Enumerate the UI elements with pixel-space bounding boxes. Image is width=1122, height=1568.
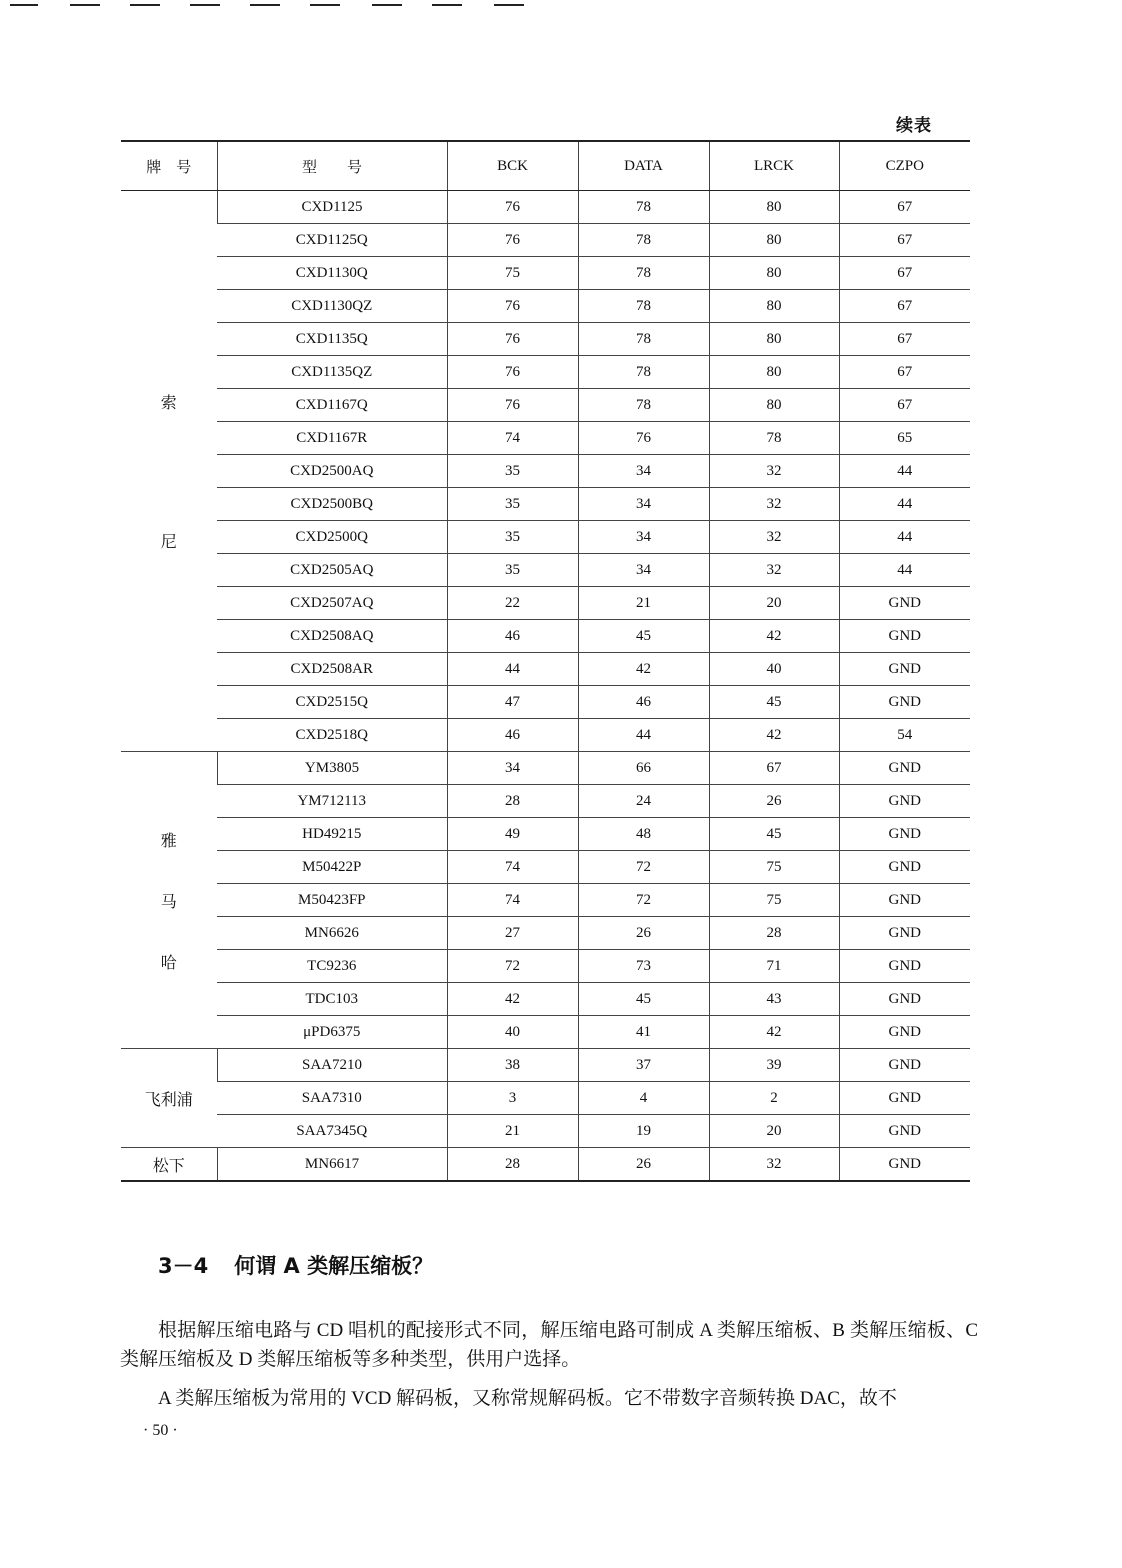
bck-cell: 76 (447, 389, 578, 422)
table-row (121, 1082, 970, 1115)
data-cell: 48 (578, 818, 709, 851)
model-cell: μPD6375 (217, 1016, 447, 1049)
bck-cell: 35 (447, 521, 578, 554)
czpo-cell: GND (839, 818, 970, 851)
lrck-cell: 32 (709, 554, 839, 587)
lrck-cell: 32 (709, 455, 839, 488)
table-row (121, 983, 970, 1016)
bck-cell: 46 (447, 620, 578, 653)
czpo-cell: 65 (839, 422, 970, 455)
data-cell: 41 (578, 1016, 709, 1049)
czpo-cell: GND (839, 1115, 970, 1148)
model-cell: MN6626 (217, 917, 447, 950)
model-cell: YM3805 (217, 752, 447, 785)
model-cell: TDC103 (217, 983, 447, 1016)
scan-edge-marks (0, 0, 540, 12)
table-row (121, 917, 970, 950)
model-cell: MN6617 (217, 1148, 447, 1182)
czpo-cell: GND (839, 686, 970, 719)
data-cell: 44 (578, 719, 709, 752)
table-row (121, 620, 970, 653)
lrck-cell: 28 (709, 917, 839, 950)
brand-cell (121, 1148, 217, 1182)
table-row (121, 521, 970, 554)
czpo-cell: GND (839, 884, 970, 917)
bck-cell: 46 (447, 719, 578, 752)
lrck-cell: 78 (709, 422, 839, 455)
lrck-cell: 43 (709, 983, 839, 1016)
lrck-cell: 80 (709, 389, 839, 422)
lrck-cell: 80 (709, 224, 839, 257)
table-row (121, 818, 970, 851)
lrck-cell: 80 (709, 290, 839, 323)
model-cell: TC9236 (217, 950, 447, 983)
model-cell: CXD2518Q (217, 719, 447, 752)
lrck-cell: 71 (709, 950, 839, 983)
lrck-cell: 42 (709, 620, 839, 653)
table-row (121, 356, 970, 389)
czpo-cell: GND (839, 950, 970, 983)
section-number: 3－4 (158, 1254, 209, 1278)
bck-cell: 76 (447, 224, 578, 257)
model-cell: CXD2500AQ (217, 455, 447, 488)
brand-label: 雅 (160, 832, 177, 850)
table-row (121, 587, 970, 620)
model-cell: HD49215 (217, 818, 447, 851)
bck-cell: 42 (447, 983, 578, 1016)
model-cell: CXD2515Q (217, 686, 447, 719)
data-cell: 34 (578, 488, 709, 521)
czpo-cell: GND (839, 917, 970, 950)
bck-cell: 35 (447, 455, 578, 488)
bck-cell: 76 (447, 290, 578, 323)
model-cell: CXD2508AQ (217, 620, 447, 653)
czpo-cell: GND (839, 752, 970, 785)
data-cell: 34 (578, 521, 709, 554)
model-cell: CXD1125 (217, 191, 447, 224)
bck-cell: 3 (447, 1082, 578, 1115)
bck-cell: 75 (447, 257, 578, 290)
czpo-cell: 67 (839, 389, 970, 422)
table-row (121, 752, 970, 785)
model-cell: M50423FP (217, 884, 447, 917)
header-lrck: LRCK (709, 141, 839, 191)
czpo-cell: 44 (839, 455, 970, 488)
data-cell: 78 (578, 323, 709, 356)
header-model: 型 号 (217, 141, 447, 191)
lrck-cell: 26 (709, 785, 839, 818)
table-row (121, 1016, 970, 1049)
section-title: 何谓 A 类解压缩板？ (234, 1254, 434, 1278)
model-cell: CXD1135QZ (217, 356, 447, 389)
data-cell: 72 (578, 851, 709, 884)
header-data: DATA (578, 141, 709, 191)
czpo-cell: 54 (839, 719, 970, 752)
bck-cell: 38 (447, 1049, 578, 1082)
data-cell: 76 (578, 422, 709, 455)
bck-cell: 49 (447, 818, 578, 851)
bck-cell: 44 (447, 653, 578, 686)
bck-cell: 35 (447, 488, 578, 521)
bck-cell: 76 (447, 323, 578, 356)
bck-cell: 74 (447, 884, 578, 917)
lrck-cell: 80 (709, 323, 839, 356)
czpo-cell: GND (839, 1082, 970, 1115)
bck-cell: 28 (447, 785, 578, 818)
bck-cell: 76 (447, 356, 578, 389)
lrck-cell: 39 (709, 1049, 839, 1082)
czpo-cell: 67 (839, 191, 970, 224)
lrck-cell: 45 (709, 818, 839, 851)
czpo-cell: 67 (839, 323, 970, 356)
bck-cell: 40 (447, 1016, 578, 1049)
table-row (121, 257, 970, 290)
czpo-cell: GND (839, 1148, 970, 1182)
bck-cell: 47 (447, 686, 578, 719)
model-cell: CXD1130QZ (217, 290, 447, 323)
model-cell: M50422P (217, 851, 447, 884)
model-cell: CXD2500Q (217, 521, 447, 554)
bck-cell: 22 (447, 587, 578, 620)
lrck-cell: 32 (709, 488, 839, 521)
czpo-cell: GND (839, 983, 970, 1016)
data-cell: 26 (578, 1148, 709, 1182)
continuation-label: 续表 (896, 116, 932, 135)
data-cell: 45 (578, 983, 709, 1016)
table-row (121, 422, 970, 455)
table-row (121, 488, 970, 521)
czpo-cell: 67 (839, 356, 970, 389)
lrck-cell: 40 (709, 653, 839, 686)
lrck-cell: 80 (709, 257, 839, 290)
czpo-cell: GND (839, 1049, 970, 1082)
brand-cell (121, 191, 217, 752)
bck-cell: 27 (447, 917, 578, 950)
czpo-cell: 67 (839, 290, 970, 323)
model-cell: CXD1130Q (217, 257, 447, 290)
data-cell: 73 (578, 950, 709, 983)
model-cell: CXD1125Q (217, 224, 447, 257)
header-brand: 牌 号 (121, 141, 217, 191)
table-row (121, 719, 970, 752)
table-row (121, 785, 970, 818)
lrck-cell: 80 (709, 191, 839, 224)
lrck-cell: 20 (709, 587, 839, 620)
data-cell: 34 (578, 554, 709, 587)
lrck-cell: 67 (709, 752, 839, 785)
brand-cell (121, 752, 217, 1049)
brand-label: 飞利浦 (144, 1091, 193, 1109)
paragraph-1: 根据解压缩电路与 CD 唱机的配接形式不同，解压缩电路可制成 A 类解压缩板、B 类解压缩板、C 类解压缩板及 D 类解压缩板等多种类型，供用户选择。 (120, 1320, 978, 1370)
table-row (121, 224, 970, 257)
paragraph-2: A 类解压缩板为常用的 VCD 解码板，又称常规解码板。它不带数字音频转换 DAC，故不 (158, 1388, 897, 1409)
data-cell: 78 (578, 290, 709, 323)
bck-cell: 72 (447, 950, 578, 983)
model-cell: CXD2507AQ (217, 587, 447, 620)
lrck-cell: 75 (709, 851, 839, 884)
brand-label: 哈 (160, 954, 177, 972)
table-row (121, 455, 970, 488)
page-number: · 50 · (143, 1422, 178, 1439)
table-row (121, 389, 970, 422)
czpo-cell: 67 (839, 224, 970, 257)
brand-label: 马 (160, 893, 177, 911)
table-header-row (121, 141, 970, 191)
data-cell: 78 (578, 257, 709, 290)
table-row (121, 323, 970, 356)
bck-cell: 76 (447, 191, 578, 224)
lrck-cell: 20 (709, 1115, 839, 1148)
brand-label: 松下 (152, 1157, 185, 1175)
czpo-cell: 44 (839, 488, 970, 521)
data-cell: 78 (578, 389, 709, 422)
data-cell: 21 (578, 587, 709, 620)
table-row (121, 1148, 970, 1182)
table-row (121, 290, 970, 323)
czpo-cell: GND (839, 653, 970, 686)
data-cell: 72 (578, 884, 709, 917)
data-cell: 42 (578, 653, 709, 686)
bck-cell: 74 (447, 422, 578, 455)
model-cell: SAA7345Q (217, 1115, 447, 1148)
model-cell: SAA7210 (217, 1049, 447, 1082)
table-row (121, 653, 970, 686)
czpo-cell: 44 (839, 521, 970, 554)
pin-table (121, 140, 970, 1182)
data-cell: 34 (578, 455, 709, 488)
lrck-cell: 75 (709, 884, 839, 917)
table-row (121, 1049, 970, 1082)
czpo-cell: GND (839, 851, 970, 884)
czpo-cell: GND (839, 587, 970, 620)
model-cell: CXD1167R (217, 422, 447, 455)
section-heading (158, 1250, 433, 1280)
model-cell: YM712113 (217, 785, 447, 818)
czpo-cell: 44 (839, 554, 970, 587)
model-cell: CXD2508AR (217, 653, 447, 686)
lrck-cell: 2 (709, 1082, 839, 1115)
model-cell: CXD2500BQ (217, 488, 447, 521)
lrck-cell: 32 (709, 1148, 839, 1182)
bck-cell: 74 (447, 851, 578, 884)
table-row (121, 686, 970, 719)
lrck-cell: 42 (709, 719, 839, 752)
table-row (121, 1115, 970, 1148)
table-row (121, 191, 970, 224)
brand-label: 索 (160, 395, 177, 412)
table-row (121, 950, 970, 983)
brand-cell (121, 1049, 217, 1148)
data-cell: 24 (578, 785, 709, 818)
brand-label: 尼 (160, 534, 177, 551)
bck-cell: 35 (447, 554, 578, 587)
data-cell: 45 (578, 620, 709, 653)
data-cell: 19 (578, 1115, 709, 1148)
data-cell: 46 (578, 686, 709, 719)
bck-cell: 21 (447, 1115, 578, 1148)
data-cell: 78 (578, 356, 709, 389)
table-row (121, 554, 970, 587)
model-cell: CXD1135Q (217, 323, 447, 356)
header-bck: BCK (447, 141, 578, 191)
table-row (121, 884, 970, 917)
lrck-cell: 32 (709, 521, 839, 554)
table-row (121, 851, 970, 884)
data-cell: 78 (578, 224, 709, 257)
model-cell: CXD2505AQ (217, 554, 447, 587)
bck-cell: 28 (447, 1148, 578, 1182)
lrck-cell: 80 (709, 356, 839, 389)
data-cell: 26 (578, 917, 709, 950)
czpo-cell: GND (839, 620, 970, 653)
lrck-cell: 45 (709, 686, 839, 719)
header-czpo: CZPO (839, 141, 970, 191)
data-cell: 37 (578, 1049, 709, 1082)
data-cell: 66 (578, 752, 709, 785)
czpo-cell: GND (839, 1016, 970, 1049)
lrck-cell: 42 (709, 1016, 839, 1049)
data-cell: 78 (578, 191, 709, 224)
czpo-cell: GND (839, 785, 970, 818)
table-body (121, 191, 970, 1182)
data-cell: 4 (578, 1082, 709, 1115)
model-cell: SAA7310 (217, 1082, 447, 1115)
model-cell: CXD1167Q (217, 389, 447, 422)
czpo-cell: 67 (839, 257, 970, 290)
bck-cell: 34 (447, 752, 578, 785)
